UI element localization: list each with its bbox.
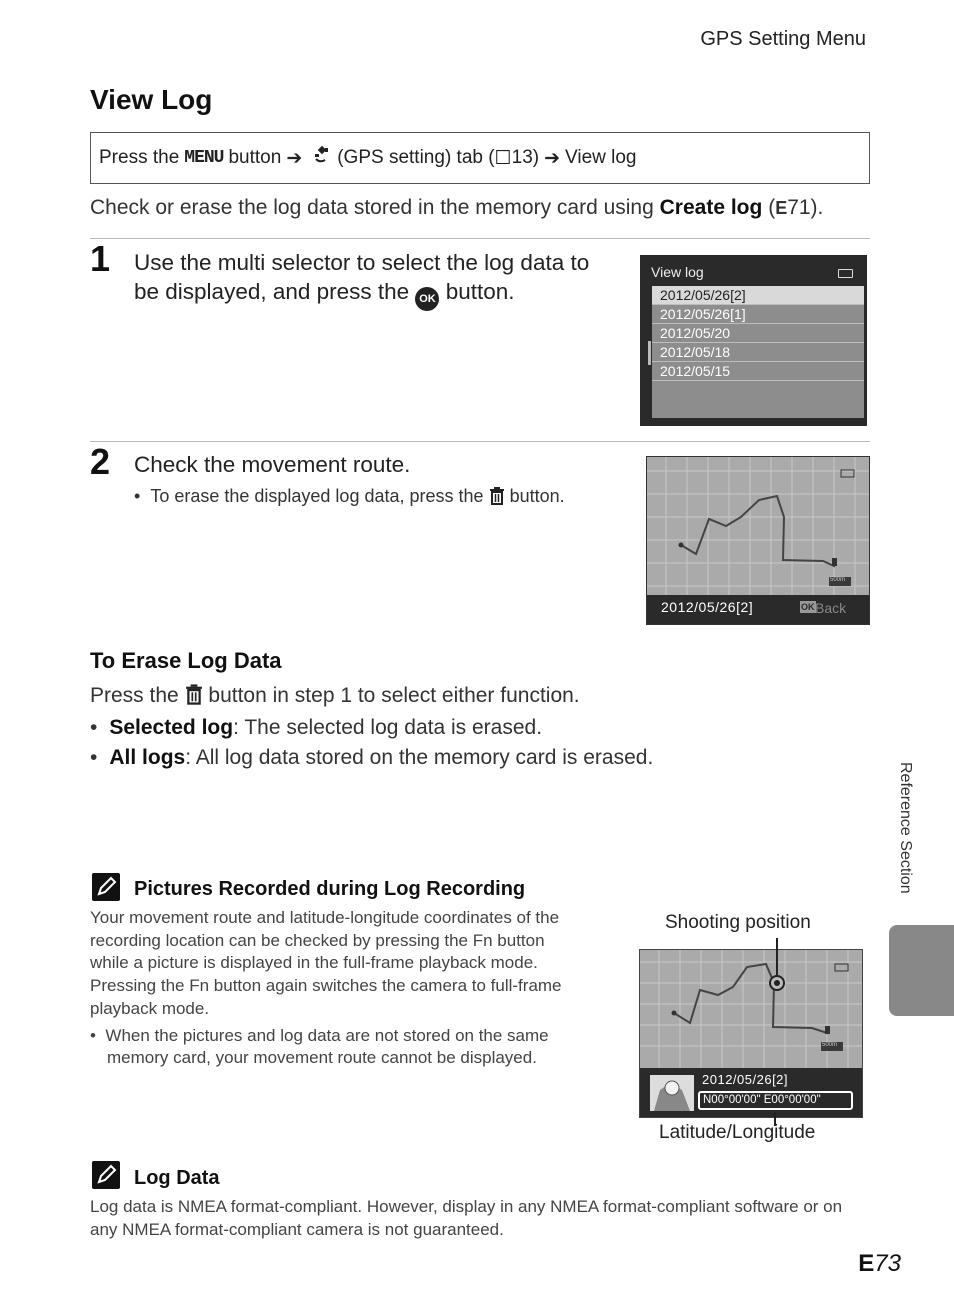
note-pencil-icon — [92, 1161, 120, 1189]
bullet-dot: • — [90, 746, 98, 769]
trash-icon — [185, 683, 203, 711]
reference-section-label: Reference Section — [897, 762, 914, 894]
scale-label: 500m — [830, 577, 846, 583]
arrow-icon: ➔ — [544, 147, 561, 169]
ref-e-icon: E — [775, 198, 788, 218]
bullet-dot: • — [134, 486, 151, 506]
intro-ref-open: ( — [768, 196, 776, 219]
note1-line: Pressing the Fn button again switches the camera to full-frame — [90, 976, 562, 996]
note1-bullet-line: memory card, your movement route cannot be displayed. — [107, 1048, 537, 1068]
note2-body — [90, 1196, 842, 1241]
list-item[interactable]: 2012/05/26[2] — [652, 286, 864, 305]
back-label[interactable]: Back — [815, 600, 847, 616]
log-date: 2012/05/26[2] — [661, 599, 754, 615]
list-item[interactable]: 2012/05/26[1] — [652, 305, 864, 324]
step1-line2a: be displayed, and press the — [134, 279, 410, 304]
section-header: GPS Setting Menu — [700, 28, 866, 50]
step-number: 1 — [90, 238, 111, 279]
note1-line: playback mode. — [90, 998, 210, 1018]
bullet-text-b: button. — [509, 486, 565, 506]
battery-icon — [838, 269, 853, 278]
nav-tab-text: (GPS setting) tab ( — [337, 147, 495, 168]
step1-line2 — [134, 277, 624, 311]
list-item[interactable]: 2012/05/15 — [652, 362, 864, 381]
note1-line: recording location can be checked by pressing the Fn button — [90, 930, 545, 950]
ok-button-icon: OK — [415, 287, 439, 311]
option-label: All logs — [109, 746, 186, 769]
intro-ref-page: 71). — [787, 196, 824, 219]
lat-long-label: Latitude/Longitude — [659, 1122, 816, 1143]
scrollbar[interactable] — [648, 341, 651, 365]
nav-ref-page: 13) — [511, 147, 540, 168]
leader-line — [776, 938, 778, 976]
ok-key-icon: OK — [801, 602, 815, 612]
step2-text: Check the movement route. — [134, 452, 411, 477]
nav-button-word: button — [228, 147, 282, 168]
trash-icon — [489, 486, 505, 510]
divider — [90, 441, 870, 442]
page-number-value: 73 — [874, 1250, 901, 1277]
erase-option — [90, 716, 542, 740]
page-title: View Log — [90, 84, 213, 115]
photo-date: 2012/05/26[2] — [702, 1072, 789, 1087]
erase-intro-b: button in step 1 to select either function. — [208, 684, 580, 707]
page-number — [858, 1250, 901, 1278]
create-log-ref: Create log — [659, 196, 763, 219]
log-list — [652, 286, 864, 418]
shooting-position-label: Shooting position — [665, 912, 811, 933]
book-ref-icon: ☐ — [494, 147, 512, 169]
arrow-icon: ➔ — [286, 147, 303, 169]
note1-body — [90, 907, 605, 1070]
gps-satellite-icon — [312, 145, 332, 171]
note2-line: any NMEA format-compliant camera is not guaranteed. — [90, 1219, 504, 1239]
nav-target: View log — [565, 147, 637, 168]
note1-bullet — [90, 1025, 605, 1070]
e-icon: E — [858, 1250, 875, 1277]
route-map-screen — [646, 456, 870, 625]
note1-title: Pictures Recorded during Log Recording — [134, 878, 526, 900]
list-item[interactable]: 2012/05/20 — [652, 324, 864, 343]
divider — [90, 238, 870, 239]
step1-line2b: button. — [445, 279, 515, 304]
step1-text — [134, 248, 624, 311]
nav-prefix: Press the — [99, 147, 180, 168]
playback-map-screen — [639, 949, 863, 1118]
bullet-dot: • — [90, 716, 98, 739]
coordinates-display: N00°00'00" E00°00'00" — [698, 1091, 853, 1110]
section-tab[interactable] — [889, 925, 954, 1016]
option-label: Selected log — [109, 716, 234, 739]
note1-line: while a picture is displayed in the full-frame playback mode. — [90, 953, 538, 973]
note-pencil-icon — [92, 873, 120, 901]
step2-bullet — [134, 486, 565, 510]
erase-intro-a: Press the — [90, 684, 179, 707]
step1-line1: Use the multi selector to select the log data to — [134, 250, 590, 275]
option-desc: : All log data stored on the memory card is erased. — [185, 746, 654, 769]
scale-label: 500m — [822, 1042, 838, 1048]
erase-option — [90, 746, 653, 770]
route-line — [674, 964, 827, 1033]
menu-button-icon: MENU — [184, 148, 224, 168]
note2-title: Log Data — [134, 1167, 220, 1189]
menu-path-box — [90, 132, 870, 184]
erase-intro — [90, 683, 580, 711]
route-line — [681, 496, 834, 566]
bullet-dot: • — [90, 1025, 106, 1045]
step-number: 2 — [90, 441, 111, 482]
bullet-text-a: To erase the displayed log data, press the — [150, 486, 484, 506]
view-log-screen — [640, 255, 867, 426]
note1-bullet-line: When the pictures and log data are not stored on the same — [105, 1025, 549, 1045]
intro-text: Check or erase the log data stored in the memory card using — [90, 196, 654, 219]
list-item[interactable]: 2012/05/18 — [652, 343, 864, 362]
note1-line: Your movement route and latitude-longitude coordinates of the — [90, 908, 560, 927]
erase-title: To Erase Log Data — [90, 648, 282, 673]
screen-title: View log — [651, 264, 704, 280]
intro-paragraph — [90, 196, 823, 220]
option-desc: : The selected log data is erased. — [233, 716, 543, 739]
note2-line: Log data is NMEA format-compliant. However, display in any NMEA format-compliant software or on — [90, 1197, 843, 1216]
